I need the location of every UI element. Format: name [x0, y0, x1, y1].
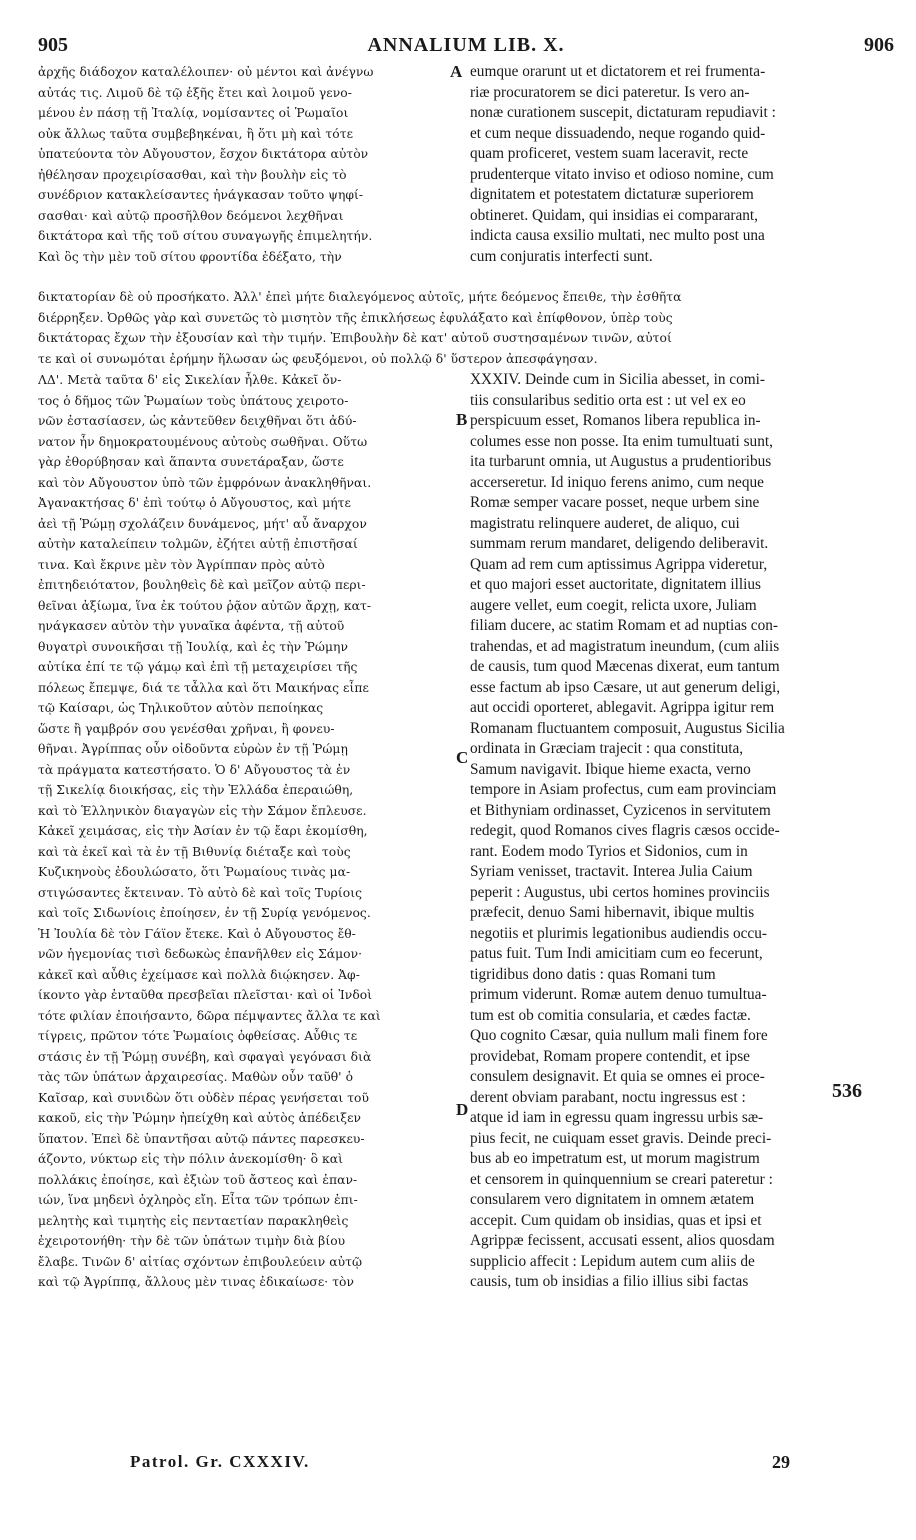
text-line: καὶ τῷ Ἀγρίππᾳ, ἄλλους μὲν τινας ἐδικαίωσε· τὸν [38, 1275, 355, 1289]
text-line: ὑπατεύοντα τὸν Αὔγουστον, ἔσχον δικτάτορα αὐτὸν [38, 147, 369, 161]
text-line: Quo cognito Cæsar, quia nullum mali finem fore [470, 1027, 768, 1044]
text-line: καὶ τὸ Ἑλληνικὸν διαγαγὼν εἰς τὴν Σάμον ἔπλευσε. [38, 803, 367, 818]
text-line: perspicuum esset, Romanos libera republica in- [470, 412, 761, 429]
text-line: tempore in Asiam profectus, cum eam provinciam [470, 781, 777, 798]
text-line: pius fecit, ne cuiquam esset gravis. Deinde preci- [470, 1129, 772, 1147]
text-line: providebat, Romam propere contendit, et ipse [470, 1047, 750, 1065]
text-line: τὰ πράγματα κατεστήσατο. Ὁ δ' Αὔγουστος τὰ ἐν [38, 762, 351, 777]
text-line: νῶν ἐστασίασεν, ὡς κἀντεῦθεν δειχθῆναι ὅτι ἀδύ- [38, 414, 357, 428]
text-line: Ἡ Ἰουλία δὲ τὸν Γάϊον ἔτεκε. Καὶ ὁ Αὔγουστος ἔθ- [38, 926, 356, 941]
text-line: Καὶ ὃς τὴν μὲν τοῦ σίτου φροντίδα ἐδέξατο, τὴν [38, 249, 342, 264]
text-line: κακοῦ, εἰς τὴν Ῥώμην ἠπείχθη καὶ αὐτὸς ἀπέδειξεν [38, 1111, 362, 1125]
text-line: μένου ἐν πάσῃ τῇ Ἰταλίᾳ, νομίσαντες οἱ Ῥωμαῖοι [38, 106, 349, 120]
text-line: Samum navigavit. Ibique hieme exacta, verno [470, 760, 751, 778]
text-line: Κἀκεῖ χειμάσας, εἰς τὴν Ἀσίαν ἐν τῷ ἔαρι ἐκομίσθη, [38, 824, 368, 838]
text-line: et cum neque dissuadendo, neque rogando quid- [470, 124, 766, 142]
text-line: πόλεως ἔπεμψε, διά τε τἆλλα καὶ ὅτι Μαικήνας εἶπε [38, 680, 369, 695]
section-marker-a: A [450, 62, 463, 81]
text-line: τίγρεις, πρῶτον τότε Ῥωμαίοις ὀφθείσας. Αὖθις τε [38, 1029, 358, 1043]
text-line: eumque orarunt ut et dictatorem et rei frumenta- [470, 63, 766, 80]
text-line: αὐτάς τις. Λιμοῦ δὲ τῷ ἑξῆς ἔτει καὶ λοιμοῦ γενο- [38, 85, 352, 100]
text-line: ἐχειροτονήθη· τὴν δὲ τῶν ὑπάτων τιμὴν διὰ βίου [38, 1234, 346, 1248]
text-line: Romæ semper vacare posset, neque urbem sine [470, 494, 760, 511]
text-line: nonæ curationem suscepit, dictaturam repudiavit : [470, 104, 776, 121]
running-title: ANNALIUM LIB. X. [367, 34, 565, 56]
text-line: XXXIV. Deinde cum in Sicilia abesset, in comi- [470, 371, 765, 388]
text-line: ἀρχῆς διάδοχον καταλέλοιπεν· οὐ μέντοι καὶ ἀνέγνω [38, 65, 374, 79]
text-line: indicta causa exsilio multati, nec multo post una [470, 227, 765, 244]
text-line: ὕπατον. Ἐπεὶ δὲ ὑπαντῆσαι αὐτῷ πάντες παρεσκευ- [38, 1131, 365, 1146]
text-line: ΛΔ'. Μετὰ ταῦτα δ' εἰς Σικελίαν ἦλθε. Κἀκεῖ ὄν- [38, 373, 342, 387]
text-line: πολλάκις ἐποίησε, καὶ ἐξιὼν τοῦ ἄστεος καὶ ἐπαν- [38, 1172, 358, 1187]
text-line: στάσις ἐν τῇ Ῥώμῃ συνέβη, καὶ σφαγαὶ γεγόνασι διὰ [38, 1049, 372, 1064]
text-line: Agrippæ fecissent, accusati essent, alios quosdam [470, 1232, 775, 1249]
text-line: accepit. Cum quidam ob insidias, quas et ipsi et [470, 1211, 762, 1229]
section-marker-b: B [456, 410, 468, 429]
text-line: γὰρ ἐθορύβησαν καὶ ἅπαντα συνετάραξαν, ὥστε [38, 455, 344, 469]
text-line: aut occidi oporteret, ablegavit. Agrippa igitur rem [470, 699, 775, 716]
text-line: αὐτίκα ἐπί τε τῷ γάμῳ καὶ ἐπὶ τῇ μεταχειρίσει τῆς [38, 660, 358, 674]
text-line: consularem vero dignitatem in omnem ætatem [470, 1191, 755, 1208]
text-line: derent obviam parabant, noctu ingressus est : [470, 1088, 746, 1106]
text-line: cum conjuratis interfecti sunt. [470, 247, 653, 265]
latin-column-top [470, 62, 880, 267]
text-line: de causis, tum quod Mæcenas dixerat, eum tantum [470, 658, 780, 675]
text-line: μελητὴς καὶ τιμητὴς εἰς πενταετίαν παρακληθεὶς [38, 1213, 349, 1228]
text-line: filiam ducere, ac statim Romam et ad nuptias con- [470, 617, 778, 634]
text-line: et Bithyniam ordinasset, Cyzicenos in servitutem [470, 801, 771, 819]
text-line: θῆναι. Ἀγρίππας οὖν οἰδοῦντα εὑρὼν ἐν τῇ Ῥώμῃ [38, 742, 348, 756]
greek-column-top [38, 62, 456, 267]
text-line: supplicio affecit : Lepidum autem cum aliis de [470, 1252, 755, 1270]
page-header [38, 34, 894, 58]
text-line: rant. Eodem modo Tyrios et Sidonios, cum in [470, 842, 748, 860]
text-line: συνέδριον κατακλείσαντες ἠνάγκασαν τοῦτο ψηφί- [38, 188, 364, 202]
text-line: magistratu relinquere auderet, de aliquo, cui [470, 514, 740, 532]
footer-signature: Patrol. Gr. CXXXIV. [130, 1452, 310, 1471]
text-line: trahendas, et ad magistratum ineundum, (cum aliis [470, 637, 780, 655]
page-number-right: 906 [864, 34, 894, 56]
text-line: ἠθέλησαν προχειρίσασθαι, καὶ τὴν βουλὴν εἰς τὸ [38, 167, 347, 182]
text-line: οὐκ ἄλλως ταῦτα συμβεβηκέναι, ἢ ὅτι μὴ καὶ τότε [38, 126, 354, 141]
text-line: καὶ τὰ ἐκεῖ καὶ τὰ ἐν τῇ Βιθυνίᾳ διέταξε καὶ τοὺς [38, 844, 351, 859]
text-line: τος ὁ δῆμος τῶν Ῥωμαίων τοὺς ὑπάτους χειροτο- [38, 393, 349, 408]
text-line: Romanam fluctuantem composuit, Augustus Sicilia [470, 719, 785, 737]
text-line: δικτατορίαν δὲ οὐ προσήκατο. Ἀλλ' ἐπεὶ μήτε διαλεγόμενος αὐτοῖς, μήτε δεόμενος ἔπειθε, τὴν ἐσθῆτα [38, 290, 682, 304]
text-line: τινα. Καὶ ἔκρινε μὲν τὸν Ἀγρίππαν πρὸς αὐτὸ [38, 557, 325, 572]
text-line: ἔλαβε. Τινῶν δ' αἰτίας σχόντων ἐπιβουλεύειν αὐτῷ [38, 1254, 363, 1269]
text-line: Syriam venisset, tractavit. Interea Julia Caium [470, 863, 753, 880]
text-line: τε καὶ οἱ συνωμόται ἐρήμην ἥλωσαν ὡς φευξόμενοι, οὐ πολλῷ δ' ὕστερον ἀπεσφάγησαν. [38, 351, 598, 366]
text-line: καὶ τοῖς Σιδωνίοις ἐποίησεν, ἐν τῇ Συρίᾳ γενόμενος. [38, 906, 371, 920]
text-line: τὰς τῶν ὑπάτων ἀρχαιρεσίας. Μαθὼν οὖν ταῦθ' ὁ [38, 1070, 354, 1084]
text-line: θεῖναι ἀξίωμα, ἵνα ἐκ τούτου ῥᾷον αὐτῶν ἄρχῃ, κατ- [38, 598, 372, 613]
text-line: ἀεὶ τῇ Ῥώμῃ σχολάζειν δυνάμενος, μήτ' αὖ ἄναρχον [38, 516, 367, 531]
text-line: negotiis et plurimis legationibus audiendis occu- [470, 924, 767, 942]
text-line: et censorem in quinquennium se creari pateretur : [470, 1170, 773, 1188]
greek-column-main [38, 370, 456, 1293]
text-line: primum viderunt. Romæ autem denuo tumultua- [470, 986, 767, 1003]
text-line: κἀκεῖ καὶ αὖθις ἐχείμασε καὶ πολλὰ διῴκησεν. Ἀφ- [38, 967, 360, 982]
text-line: patus fuit. Tum Indi amicitiam cum eo fecerunt, [470, 945, 763, 962]
text-line: αὐτὴν καταλείπειν τολμῶν, ἐζήτει αὐτῇ ἐπιστῆσαί [38, 537, 358, 551]
text-line: διέρρηξεν. Ὀρθῶς γὰρ καὶ συνετῶς τὸ μισητὸν τῆς ἐπικλήσεως ἐφυλάξατο καὶ ἐπίφθονον, ὑπὲρ τοὺς [38, 310, 673, 325]
text-line: Ἀγανακτήσας δ' ἐπὶ τούτῳ ὁ Αὔγουστος, καὶ μήτε [38, 496, 351, 510]
text-line: άζοντο, νύκτωρ εἰς τὴν πόλιν ἀνεκομίσθη· ὃ καὶ [38, 1152, 343, 1166]
text-line: ordinata in Græciam trajecit : qua constituta, [470, 740, 744, 757]
text-line: τῇ Σικελίᾳ διοικήσας, εἰς τὴν Ἑλλάδα ἐπεραιώθη, [38, 783, 354, 797]
text-line: δικτάτορας ἔχων τὴν ἐξουσίαν καὶ τὴν τιμήν. Ἐπιβουλὴν δὲ κατ' αὐτοῦ συστησαμένων τινῶν, αὐτοί [38, 331, 672, 345]
text-line: ίκοντο γὰρ ἐνταῦθα πρεσβεῖαι πλεῖσται· καὶ οἱ Ἰνδοὶ [38, 988, 373, 1002]
text-line: augere vellet, eum coegit, relicta uxore, Juliam [470, 596, 757, 614]
text-line: esse factum ab ipso Cæsare, ut aut generum deligi, [470, 678, 781, 696]
text-line: consulem designavit. Et quia se omnes ei proce- [470, 1068, 765, 1085]
source-page-number: 536 [832, 1080, 862, 1102]
text-line: accerseretur. Id iniquo ferens animo, cum neque [470, 473, 764, 491]
text-line: Καῖσαρ, καὶ συνιδὼν ὅτι οὐδὲν πέρας γενήσεται τοῦ [38, 1090, 370, 1105]
text-line: tiis consularibus seditio orta est : ut vel ex eo [470, 391, 746, 409]
text-line: ἐπιτηδειότατον, βουληθεὶς δὲ καὶ μεῖζον αὐτῷ περι- [38, 578, 366, 592]
text-line: νῶν ἡγεμονίας τισὶ δεδωκὼς ἐπανῆλθεν εἰς Σάμον· [38, 947, 363, 961]
text-line: riæ procuratorem se dici pateretur. Is vero an- [470, 83, 750, 101]
text-line: causis, tum ob insidias a filio illius sibi factas [470, 1273, 749, 1290]
text-line: quam proficeret, vestem suam laceravit, recte [470, 145, 749, 162]
text-line: τότε φιλίαν ἐποιήσαντο, δῶρα πέμψαντες ἄλλα τε καὶ [38, 1008, 381, 1023]
text-line: peperit : Augustus, ubi certos homines provinciis [470, 883, 770, 901]
section-marker-d: D [456, 1100, 469, 1119]
text-line: tigridibus dono datis : quas Romani tum [470, 965, 716, 983]
text-line: ὥστε ἢ γαμβρόν σου γενέσθαι χρῆναι, ἢ φονευ- [38, 721, 335, 736]
text-line: præfecit, denuo Sami hibernavit, ibique multis [470, 904, 755, 921]
text-line: tum est ob comitia consularia, et cædes factæ. [470, 1006, 751, 1024]
text-line: Quam ad rem cum aptissimus Agrippa videretur, [470, 555, 768, 573]
text-line: bus ab eo impetratum est, ut morum magistrum [470, 1150, 760, 1167]
text-line: atque id iam in egressu quam ingressu urbis sæ- [470, 1109, 764, 1126]
text-line: νατον ἦν δημοκρατουμένους αὐτοὺς σωθῆναι. Οὕτω [38, 434, 368, 449]
text-line: obtineret. Quidam, qui insidias ei compararant, [470, 206, 759, 224]
footer-gathering-number: 29 [772, 1452, 790, 1472]
text-line: columes esse non posse. Ita enim tumultuati sunt, [470, 432, 773, 450]
text-line: ιών, ἵνα μηδενὶ ὀχληρὸς εἴη. Εἶτα τῶν τρόπων ἐπι- [38, 1193, 358, 1207]
text-line: dignitatem et potestatem dictaturæ superiorem [470, 186, 754, 203]
text-line: θυγατρὶ συνοικῆσαι τῇ Ἰουλίᾳ, καὶ ἐς τὴν Ῥώμην [38, 639, 348, 654]
text-line: τῷ Καίσαρι, ὡς Τηλικοῦτον αὐτὸν πεποίηκας [38, 701, 324, 715]
section-marker-c: C [456, 748, 469, 767]
latin-column-main [470, 370, 880, 1293]
greek-full-width-paragraph [38, 287, 880, 369]
text-line: redegit, quod Romanos cives flagris cæsos occide- [470, 822, 780, 839]
text-line: δικτάτορα καὶ τῆς τοῦ σίτου συναγωγῆς ἐπιμελητήν. [38, 229, 373, 243]
text-line: Κυζικηνοὺς ἐδουλώσατο, ὅτι Ῥωμαίους τινὰς μα- [38, 865, 351, 879]
text-line: ηνάγκασεν αὐτὸν τὴν γυναῖκα ἀφέντα, τῇ αὐτοῦ [38, 619, 345, 633]
text-line: καὶ τὸν Αὔγουστον ὑπὸ τῶν ἐμφρόνων ἀνακληθῆναι. [38, 475, 372, 490]
text-line: στιγώσαντες ἔκτειναν. Τὸ αὐτὸ δὲ καὶ τοῖς Τυρίοις [38, 885, 363, 900]
text-line: summam rerum mandaret, deligendo deliberavit. [470, 535, 769, 552]
text-line: prudenterque vitato inviso et odioso nomine, cum [470, 165, 774, 183]
text-line: ita turbarunt omnia, ut Augustus a prudentioribus [470, 453, 772, 470]
page-number-left: 905 [38, 34, 68, 56]
text-line: σασθαι· καὶ αὐτῷ προσῆλθον δεόμενοι λεχθῆναι [38, 208, 344, 223]
text-line: et quo majori esset auctoritate, dignitatem illius [470, 576, 761, 593]
